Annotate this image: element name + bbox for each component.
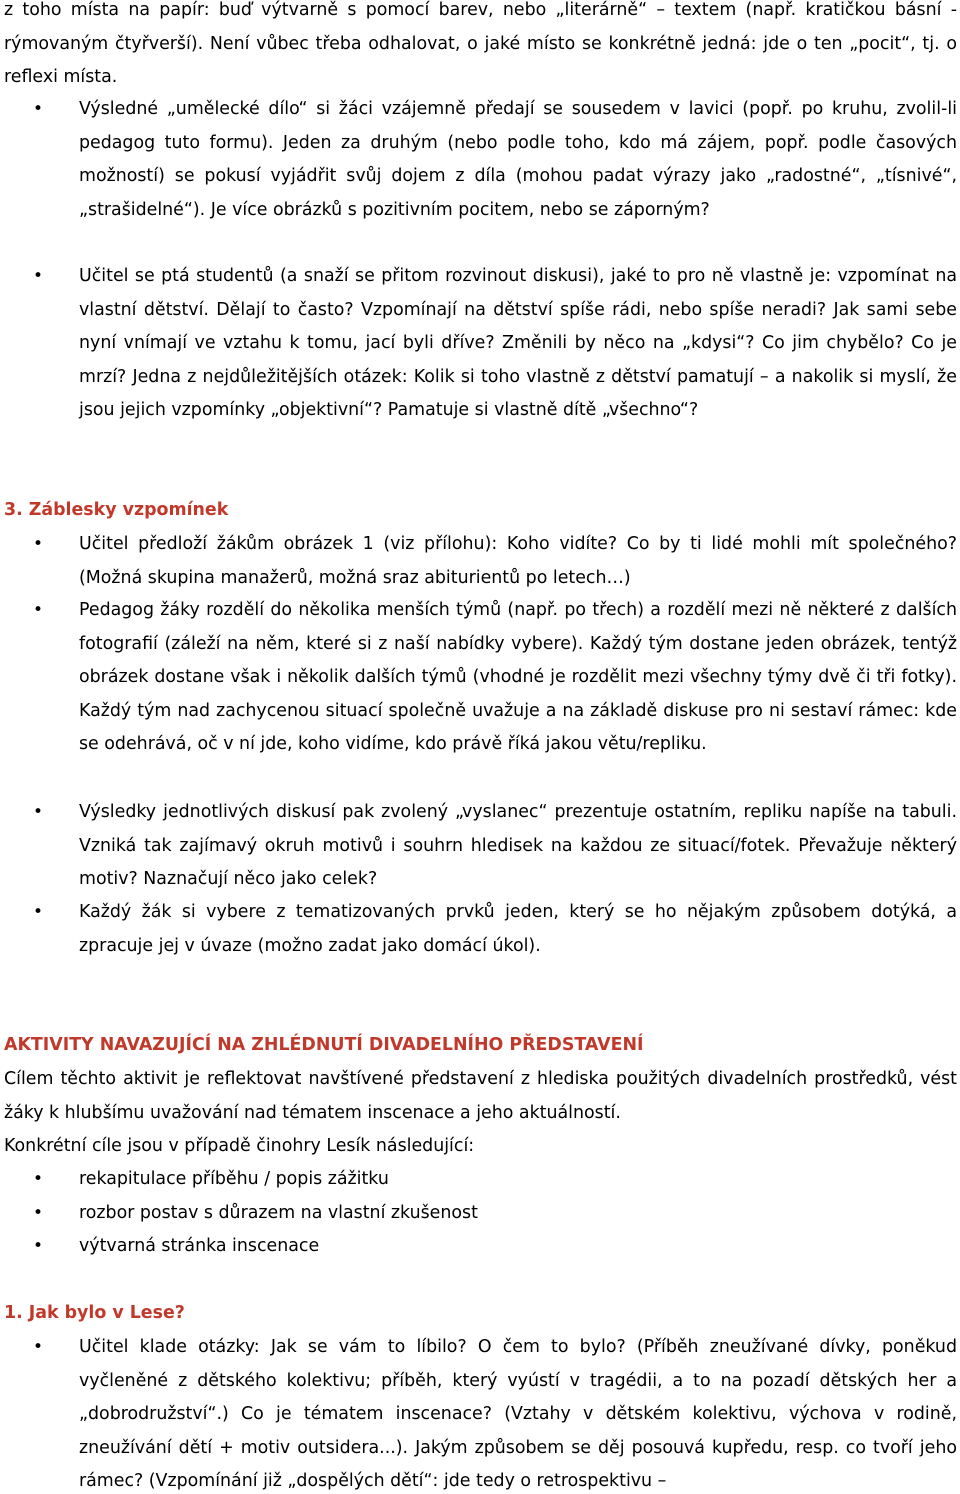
list-item: Učitel se ptá studentů (a snaží se přitom rozvinout diskusi), jaké to pro ně vlastně je: vzpomínat na vlastní dětství. Dělají to často? Vzpomínají na dětství spíše rádi, nebo spíše neradi? Jak sami sebe nyní vnímají ve vztahu k tomu, jací byli dříve? Změnili by něco na „kdysi“? Co jim chybělo? Co je mrzí? Jedna z nejdůležitějších otázek: Kolik si toho vlastně z dětství pamatují – a nakolik si myslí, že jsou jejich vzpomínky „objektivní“? Pamatuje si vlastně dítě „všechno“? xyxy=(79,266,957,420)
list-item: rozbor postav s důrazem na vlastní zkušenost xyxy=(79,1203,478,1223)
list-item: Učitel klade otázky: Jak se vám to líbilo? O čem to bylo? (Příběh zneužívané dívky, poněkud vyčleněné z dětského kolektivu; příběh, který vyústí v tragédii, a to na pozadí dětských her a „dobrodružství“.) Co je tématem inscenace? (Vztahy v dětském kolektivu, výchova v rodině, zneužívání dětí + motiv outsidera...). Jakým způsobem se děj posouvá kupředu, resp. co tvoří jeho rámec? (Vzpomínání již „dospělých dětí“: jde tedy o retrospektivu – xyxy=(79,1337,957,1491)
activities-heading: AKTIVITY NAVAZUJÍCÍ NA ZHLÉDNUTÍ DIVADELNÍHO PŘEDSTAVENÍ xyxy=(4,1035,644,1055)
bullet-icon: • xyxy=(33,600,44,620)
bullet-icon: • xyxy=(33,802,44,822)
list-item: Každý žák si vybere z tematizovaných prvků jeden, který se ho nějakým způsobem dotýká, a zpracuje jej v úvaze (možno zadat jako domácí úkol). xyxy=(79,902,957,956)
list-item: rekapitulace příběhu / popis zážitku xyxy=(79,1169,389,1189)
list-item: Výsledky jednotlivých diskusí pak zvolený „vyslanec“ prezentuje ostatním, repliku napíše na tabuli. Vzniká tak zajímavý okruh motivů i souhrn hledisek na každou ze situací/fotek. Převažuje některý motiv? Naznačují něco jako celek? xyxy=(79,802,957,889)
list-item: Pedagog žáky rozdělí do několika menších týmů (např. po třech) a rozdělí mezi ně některé z dalších fotografií (záleží na něm, které si z naší nabídky vybere). Každý tým dostane jeden obrázek, tentýž obrázek dostane však i několik dalších týmů (vhodné je rozdělit mezi všechny týmy dvě či tři fotky). Každý tým nad zachycenou situací společně uvažuje a na základě diskuse pro ni sestaví rámec: kde se odehrává, oč v ní jde, koho vidíme, kdo právě říká jakou větu/repliku. xyxy=(79,600,957,754)
list-item: výtvarná stránka inscenace xyxy=(79,1236,320,1256)
bullet-icon: • xyxy=(33,534,44,554)
list-item: Učitel předloží žákům obrázek 1 (viz přílohu): Koho vidíte? Co by ti lidé mohli mít společného? (Možná skupina manažerů, možná sraz abiturientů po letech…) xyxy=(79,534,957,588)
list-item: Výsledné „umělecké dílo“ si žáci vzájemně předají se sousedem v lavici (popř. po kruhu, zvolil-li pedagog tuto formu). Jeden za druhým (nebo podle toho, kdo má zájem, popř. podle časových možností) se pokusí vyjádřit svůj dojem z díla (mohou padat výrazy jako „radostné“, „tísnivé“, „strašidelné“). Je více obrázků s pozitivním pocitem, nebo se záporným? xyxy=(79,99,957,220)
goals-lead: Konkrétní cíle jsou v případě činohry Lesík následující: xyxy=(4,1136,475,1156)
bullet-icon: • xyxy=(33,1236,44,1256)
activities-intro: Cílem těchto aktivit je reflektovat navštívené představení z hlediska použitých divadelních prostředků, vést žáky k hlubšímu uvažování nad tématem inscenace a jeho aktuálností. xyxy=(4,1069,957,1123)
bullet-icon: • xyxy=(33,266,44,286)
intro-paragraph: z toho místa na papír: buď výtvarně s pomocí barev, nebo „literárně“ – textem (např. kratičkou básní - rýmovaným čtyřverší). Není vůbec třeba odhalovat, o jaké místo se konkrétně jedná: jde o ten „pocit“, tj. o reflexi místa. xyxy=(4,0,957,87)
bullet-icon: • xyxy=(33,1203,44,1223)
bullet-icon: • xyxy=(33,99,44,119)
bullet-icon: • xyxy=(33,1337,44,1357)
bullet-icon: • xyxy=(33,902,44,922)
bullet-icon: • xyxy=(33,1169,44,1189)
section-heading-zablesky: 3. Záblesky vzpomínek xyxy=(4,500,229,520)
section-heading-jak-bylo: 1. Jak bylo v Lese? xyxy=(4,1303,185,1323)
